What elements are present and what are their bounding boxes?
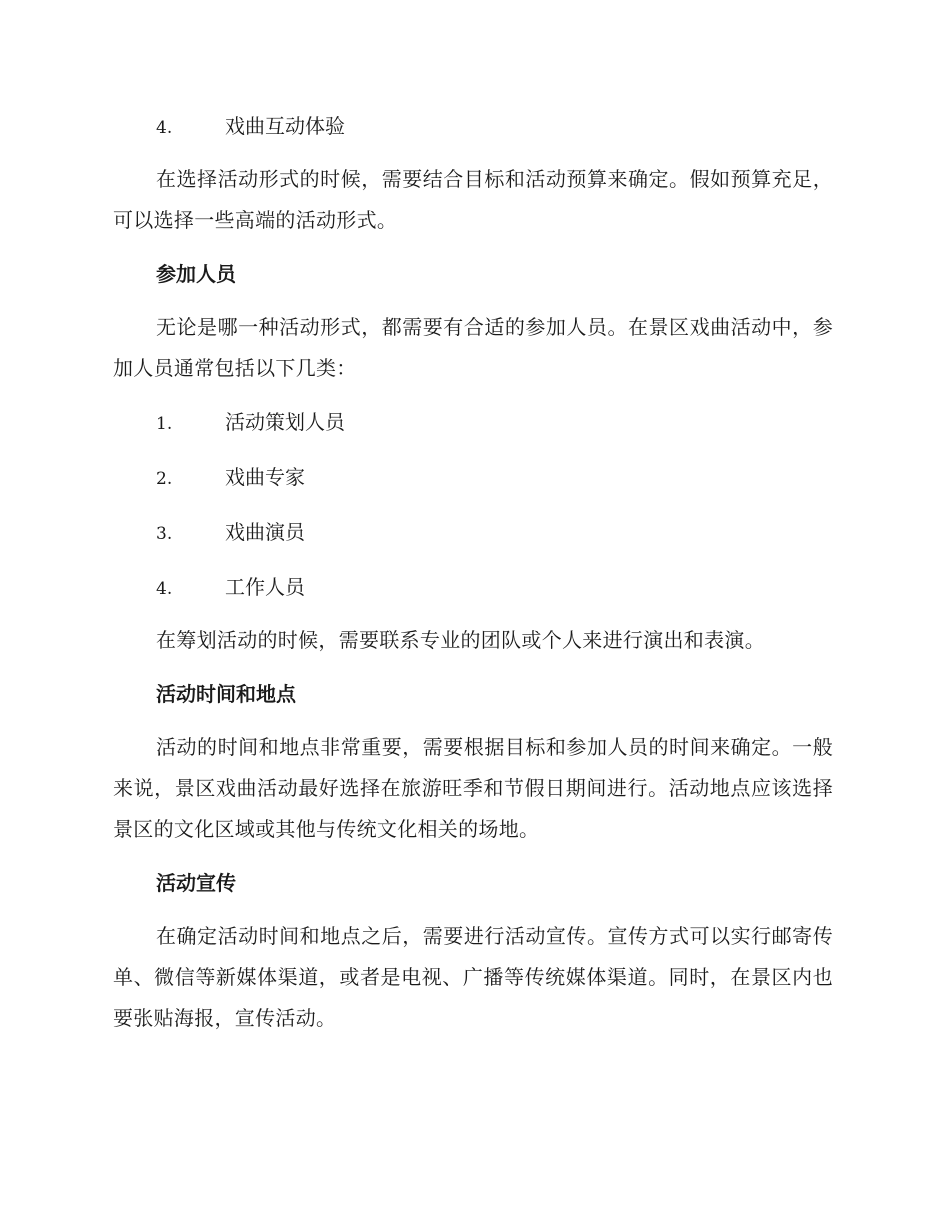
section-heading-promotion: 活动宣传 <box>156 871 236 895</box>
list-item-text: 活动策划人员 <box>225 410 345 434</box>
section-heading-participants: 参加人员 <box>156 262 236 286</box>
document-page <box>113 104 833 1050</box>
list-item-number: 3. <box>156 524 173 544</box>
list-item <box>113 400 833 444</box>
section-heading-time-place: 活动时间和地点 <box>156 682 296 706</box>
list-item <box>113 104 833 148</box>
paragraph-time-place: 活动的时间和地点非常重要，需要根据目标和参加人员的时间来确定。一般来说，景区戏曲活动最好选择在旅游旺季和节假日期间进行。活动地点应该选择景区的文化区域或其他与传统文化相关的场地。 <box>113 735 833 841</box>
paragraph-participants-intro: 无论是哪一种活动形式，都需要有合适的参加人员。在景区戏曲活动中，参加人员通常包括以下几类： <box>113 315 833 380</box>
paragraph-activity-form: 在选择活动形式的时候，需要结合目标和活动预算来确定。假如预算充足，可以选择一些高端的活动形式。 <box>113 167 833 232</box>
list-item <box>113 455 833 499</box>
list-item-number: 4. <box>156 579 173 599</box>
list-item <box>113 565 833 609</box>
list-item <box>113 510 833 554</box>
paragraph-promotion: 在确定活动时间和地点之后，需要进行活动宣传。宣传方式可以实行邮寄传单、微信等新媒体渠道，或者是电视、广播等传统媒体渠道。同时，在景区内也要张贴海报，宣传活动。 <box>113 924 833 1030</box>
paragraph-planning: 在筹划活动的时候，需要联系专业的团队或个人来进行演出和表演。 <box>156 628 765 652</box>
list-item-number: 4. <box>156 118 173 138</box>
list-item-number: 1. <box>156 414 173 434</box>
list-item-text: 戏曲演员 <box>225 520 305 544</box>
list-item-text: 工作人员 <box>225 575 305 599</box>
list-item-text: 戏曲互动体验 <box>225 114 345 138</box>
list-item-text: 戏曲专家 <box>225 465 305 489</box>
list-item-number: 2. <box>156 469 173 489</box>
